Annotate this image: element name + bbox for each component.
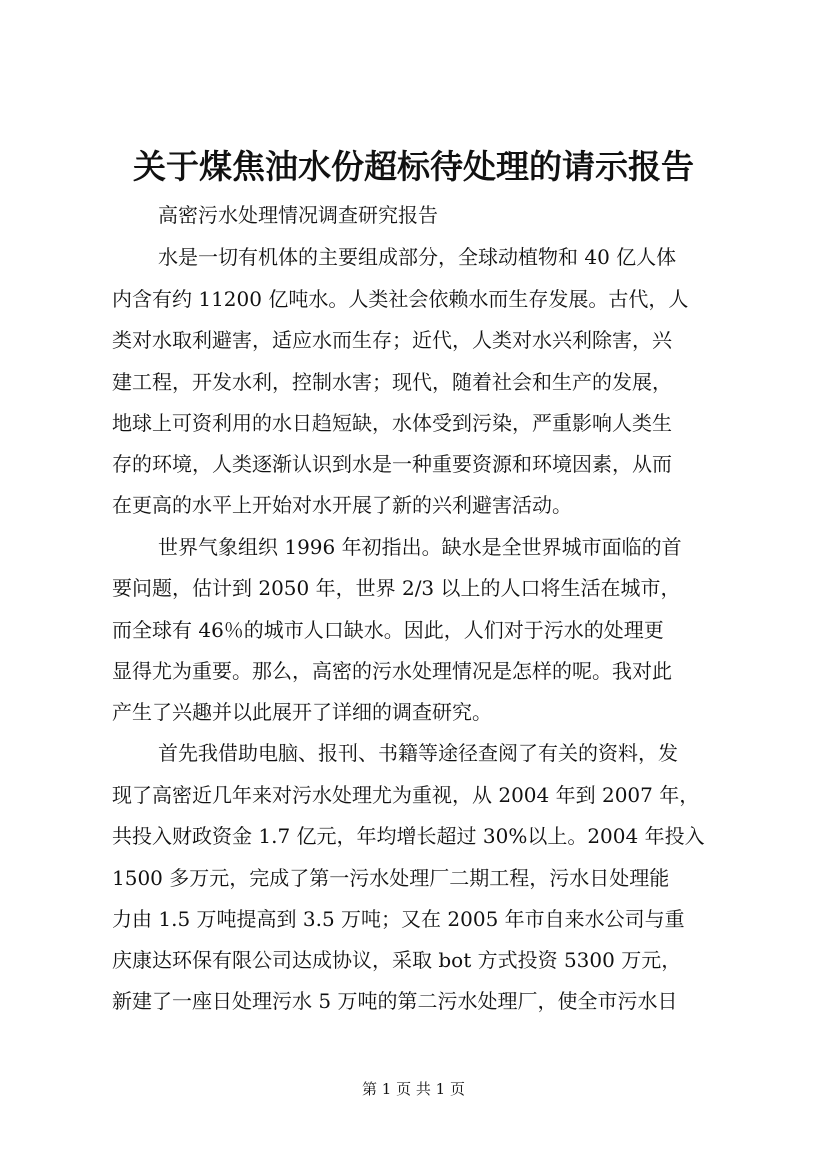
- paragraph-line: 类对水取利避害，适应水而生存；近代，人类对水兴利除害，兴: [112, 328, 672, 352]
- paragraph-line: 水是一切有机体的主要组成部分，全球动植物和 40 亿人体: [158, 245, 677, 269]
- page-number-footer: 第 1 页 共 1 页: [362, 1080, 465, 1098]
- paragraph-line: 新建了一座日处理污水 5 万吨的第二污水处理厂，使全市污水日: [112, 989, 678, 1013]
- paragraph-line: 力由 1.5 万吨提高到 3.5 万吨；又在 2005 年市自来水公司与重: [112, 907, 685, 931]
- paragraph-line: 显得尤为重要。那么，高密的污水处理情况是怎样的呢。我对此: [112, 659, 672, 683]
- document-subtitle: 高密污水处理情况调查研究报告: [158, 203, 438, 227]
- paragraph-line: 建工程，开发水利，控制水害；现代，随着社会和生产的发展，: [112, 370, 672, 394]
- paragraph-line: 现了高密近几年来对污水处理尤为重视，从 2004 年到 2007 年，: [112, 783, 700, 807]
- paragraph-line: 存的环境，人类逐渐认识到水是一种重要资源和环境因素，从而: [112, 452, 672, 476]
- paragraph-line: 在更高的水平上开始对水开展了新的兴利避害活动。: [112, 493, 572, 517]
- paragraph-line: 而全球有 46％的城市人口缺水。因此，人们对于污水的处理更: [112, 618, 664, 642]
- paragraph-line: 世界气象组织 1996 年初指出。缺水是全世界城市面临的首: [158, 535, 682, 559]
- document-title: 关于煤焦油水份超标待处理的请示报告: [133, 147, 694, 186]
- paragraph-line: 内含有约 11200 亿吨水。人类社会依赖水而生存发展。古代，人: [112, 287, 689, 311]
- paragraph-line: 首先我借助电脑、报刊、书籍等途径查阅了有关的资料，发: [158, 741, 678, 765]
- paragraph-line: 1500 多万元，完成了第一污水处理厂二期工程，污水日处理能: [112, 866, 670, 890]
- paragraph-line: 共投入财政资金 1.7 亿元，年均增长超过 30%以上。2004 年投入: [112, 824, 705, 848]
- paragraph-line: 地球上可资利用的水日趋短缺，水体受到污染，严重影响人类生: [112, 411, 672, 435]
- paragraph-line: 要问题，估计到 2050 年，世界 2/3 以上的人口将生活在城市，: [112, 576, 681, 600]
- paragraph-line: 产生了兴趣并以此展开了详细的调查研究。: [112, 700, 492, 724]
- paragraph-line: 庆康达环保有限公司达成协议，采取 bot 方式投资 5300 万元，: [112, 948, 682, 972]
